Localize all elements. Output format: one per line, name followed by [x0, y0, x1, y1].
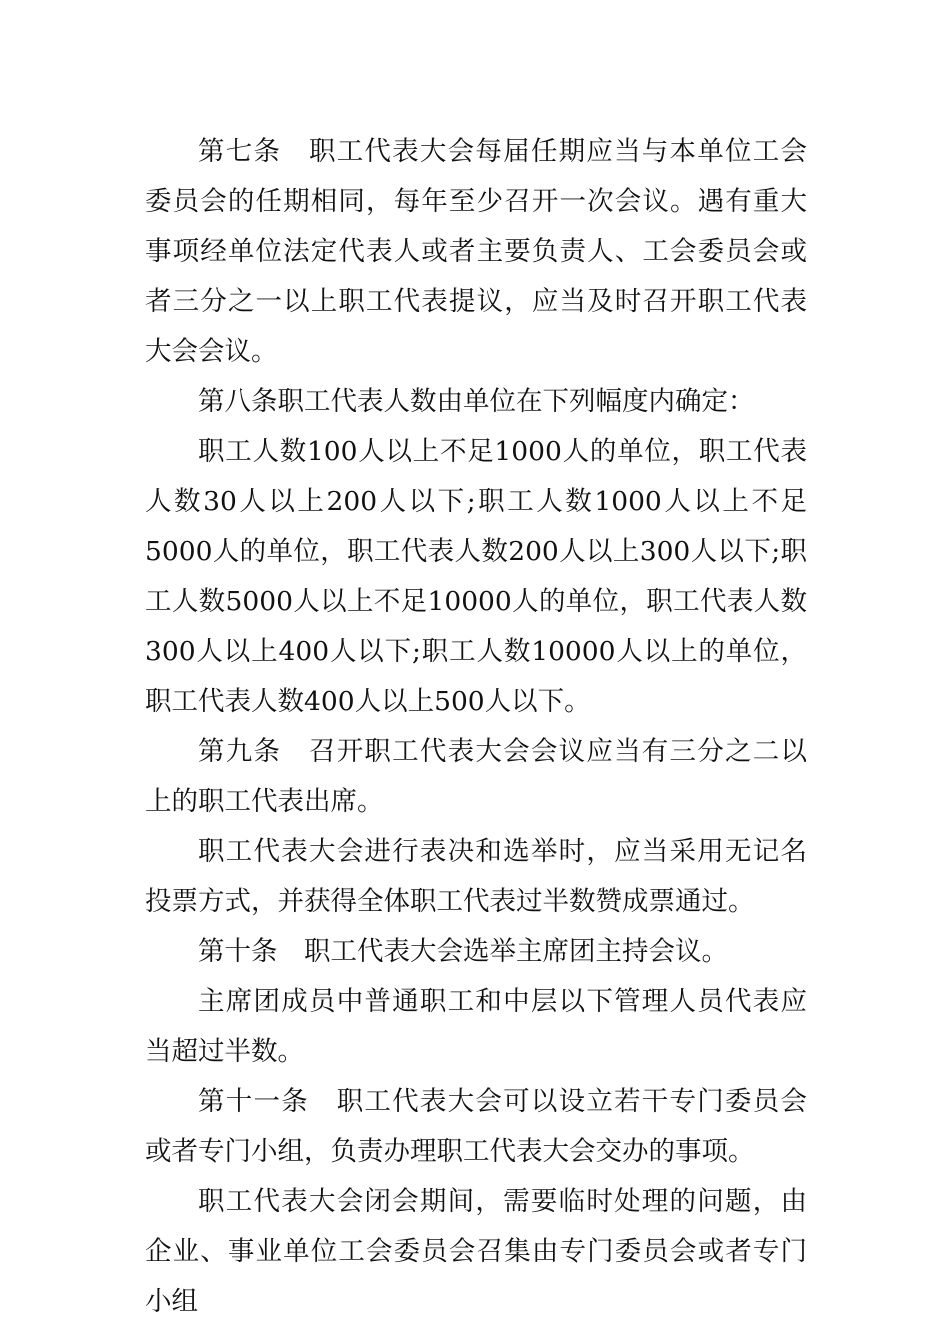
paragraph-presidium: 主席团成员中普通职工和中层以下管理人员代表应当超过半数。 — [145, 986, 807, 1067]
paragraph-recess-period: 职工代表大会闭会期间，需要临时处理的问题，由企业、事业单位工会委员会召集由专门委员会或者专门小组 — [145, 1186, 807, 1317]
paragraph-article-9: 第九条 召开职工代表大会会议应当有三分之二以上的职工代表出席。 — [145, 736, 807, 817]
document-page — [145, 127, 807, 1327]
paragraph-voting: 职工代表大会进行表决和选举时，应当采用无记名投票方式，并获得全体职工代表过半数赞成票通过。 — [145, 836, 807, 917]
paragraph-representative-ranges: 职工人数100人以上不足1000人的单位，职工代表人数30人以上200人以下;职工人数1000人以上不足5000人的单位，职工代表人数200人以上300人以下;职工人数5000人以上不足10000人的单位，职工代表人数300人以上400人以下;职工人数10000人以上的单位，职工代表人数400人以上500人以下。 — [145, 436, 807, 717]
paragraph-article-11: 第十一条 职工代表大会可以设立若干专门委员会或者专门小组，负责办理职工代表大会交办的事项。 — [145, 1086, 807, 1167]
paragraph-article-7: 第七条 职工代表大会每届任期应当与本单位工会委员会的任期相同，每年至少召开一次会议。遇有重大事项经单位法定代表人或者主要负责人、工会委员会或者三分之一以上职工代表提议，应当及时召开职工代表大会会议。 — [145, 136, 807, 367]
paragraph-article-8: 第八条职工代表人数由单位在下列幅度内确定： — [198, 386, 755, 417]
paragraph-article-10: 第十条 职工代表大会选举主席团主持会议。 — [198, 936, 728, 967]
